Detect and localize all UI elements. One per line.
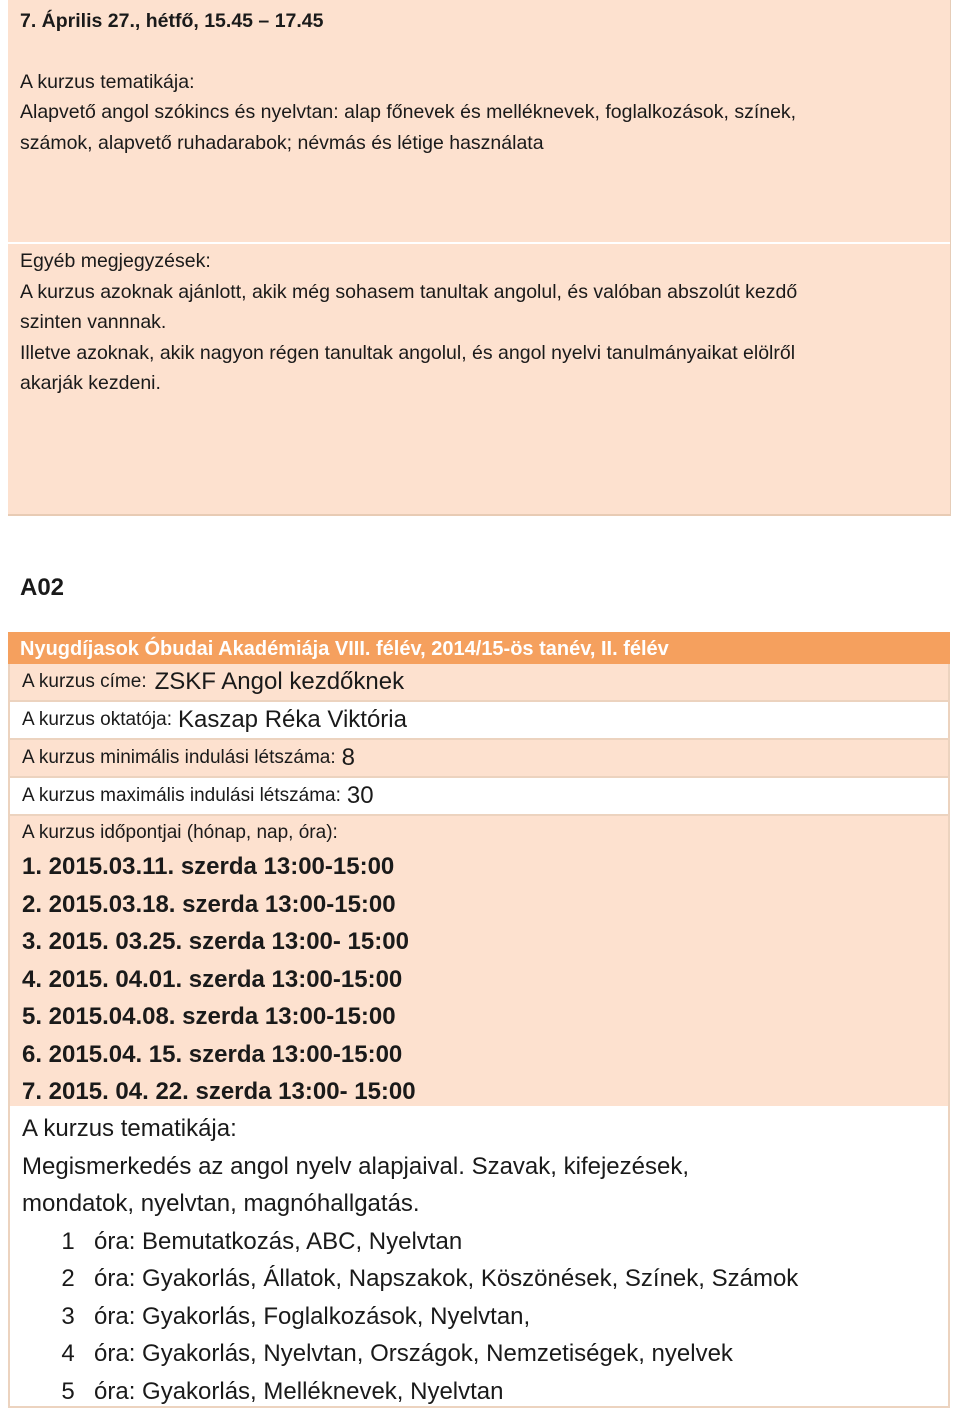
academy-header: Nyugdíjasok Óbudai Akadémiája VIII. félév, 2014/15-ös tanév, II. félév [8,632,950,664]
course-date: 4. 2015. 04.01. szerda 13:00-15:00 [22,965,403,993]
previous-course-continuation [8,0,951,516]
max-participants-label: A kurzus maximális indulási létszáma: [22,785,341,806]
lesson-item [22,1260,936,1298]
course-code: A02 [20,574,65,601]
min-participants-row [8,740,950,778]
lesson-number: 2 [61,1265,75,1292]
course-table [8,632,950,1408]
course-date: 6. 2015.04. 15. szerda 13:00-15:00 [22,1040,403,1068]
min-participants-label: A kurzus minimális indulási létszáma: [22,747,336,768]
topics-label: A kurzus tematikája: [20,70,195,93]
lesson-item [22,1335,936,1373]
lesson-text: óra: Bemutatkozás, ABC, Nyelvtan [94,1227,463,1255]
lesson-text: óra: Gyakorlás, Nyelvtan, Országok, Nemzetiségek, nyelvek [94,1340,733,1367]
lesson-text: óra: Gyakorlás, Foglalkozások, Nyelvtan, [94,1302,531,1330]
course-title-row [8,664,950,702]
course-topics-line-1: Megismerkedés az angol nyelv alapjaival. Szavak, kifejezések, [22,1152,689,1180]
course-topics-label: A kurzus tematikája: [22,1115,237,1142]
course-title-value: ZSKF Angol kezdőknek [154,668,405,695]
notes-line-3: Illetve azoknak, akik nagyon régen tanultak angolul, és angol nyelvi tanulmányaikat elölről [20,341,796,364]
course-teacher-row [8,702,950,740]
lesson-number: 5 [61,1377,75,1405]
lesson-item [22,1373,936,1411]
session-date-line: 7. Április 27., hétfő, 15.45 – 17.45 [20,10,324,32]
lesson-item [22,1298,936,1336]
notes-line-4: akarják kezdeni. [20,372,161,394]
course-title-label: A kurzus címe: [22,671,147,692]
topics-text-1: Alapvető angol szókincs és nyelvtan: alap főnevek és melléknevek, foglalkozások, színek, [20,101,797,123]
notes-label: Egyéb megjegyzések: [20,250,211,272]
lesson-number: 1 [61,1227,75,1255]
course-teacher-value: Kaszap Réka Viktória [177,706,407,733]
min-participants-value: 8 [341,744,355,771]
course-dates-box [8,816,950,1106]
max-participants-value: 30 [346,782,374,809]
lesson-text: óra: Gyakorlás, Állatok, Napszakok, Köszönések, Színek, Számok [94,1265,799,1292]
topics-text-2: számok, alapvető ruhadarabok; névmás és létige használata [20,131,544,154]
course-teacher-label: A kurzus oktatója: [22,709,172,730]
course-topics-box [8,1106,950,1408]
course-date: 7. 2015. 04. 22. szerda 13:00- 15:00 [22,1078,416,1105]
previous-course-topics-box [8,0,950,242]
lesson-number: 3 [61,1302,75,1330]
course-date: 1. 2015.03.11. szerda 13:00-15:00 [22,853,395,880]
lesson-text: óra: Gyakorlás, Melléknevek, Nyelvtan [94,1377,504,1405]
course-dates-label: A kurzus időpontjai (hónap, nap, óra): [22,822,338,843]
lesson-number: 4 [61,1340,75,1367]
course-date: 5. 2015.04.08. szerda 13:00-15:00 [22,1003,396,1030]
course-date: 2. 2015.03.18. szerda 13:00-15:00 [22,890,396,918]
course-topics-line-2: mondatok, nyelvtan, magnóhallgatás. [22,1190,420,1217]
notes-line-1: A kurzus azoknak ajánlott, akik még sohasem tanultak angolul, és valóban abszolút kezdő [20,280,798,303]
notes-line-2: szinten vannnak. [20,311,167,333]
notes-box [8,244,950,516]
max-participants-row [8,778,950,816]
course-date: 3. 2015. 03.25. szerda 13:00- 15:00 [22,928,409,955]
lesson-item [22,1223,936,1261]
